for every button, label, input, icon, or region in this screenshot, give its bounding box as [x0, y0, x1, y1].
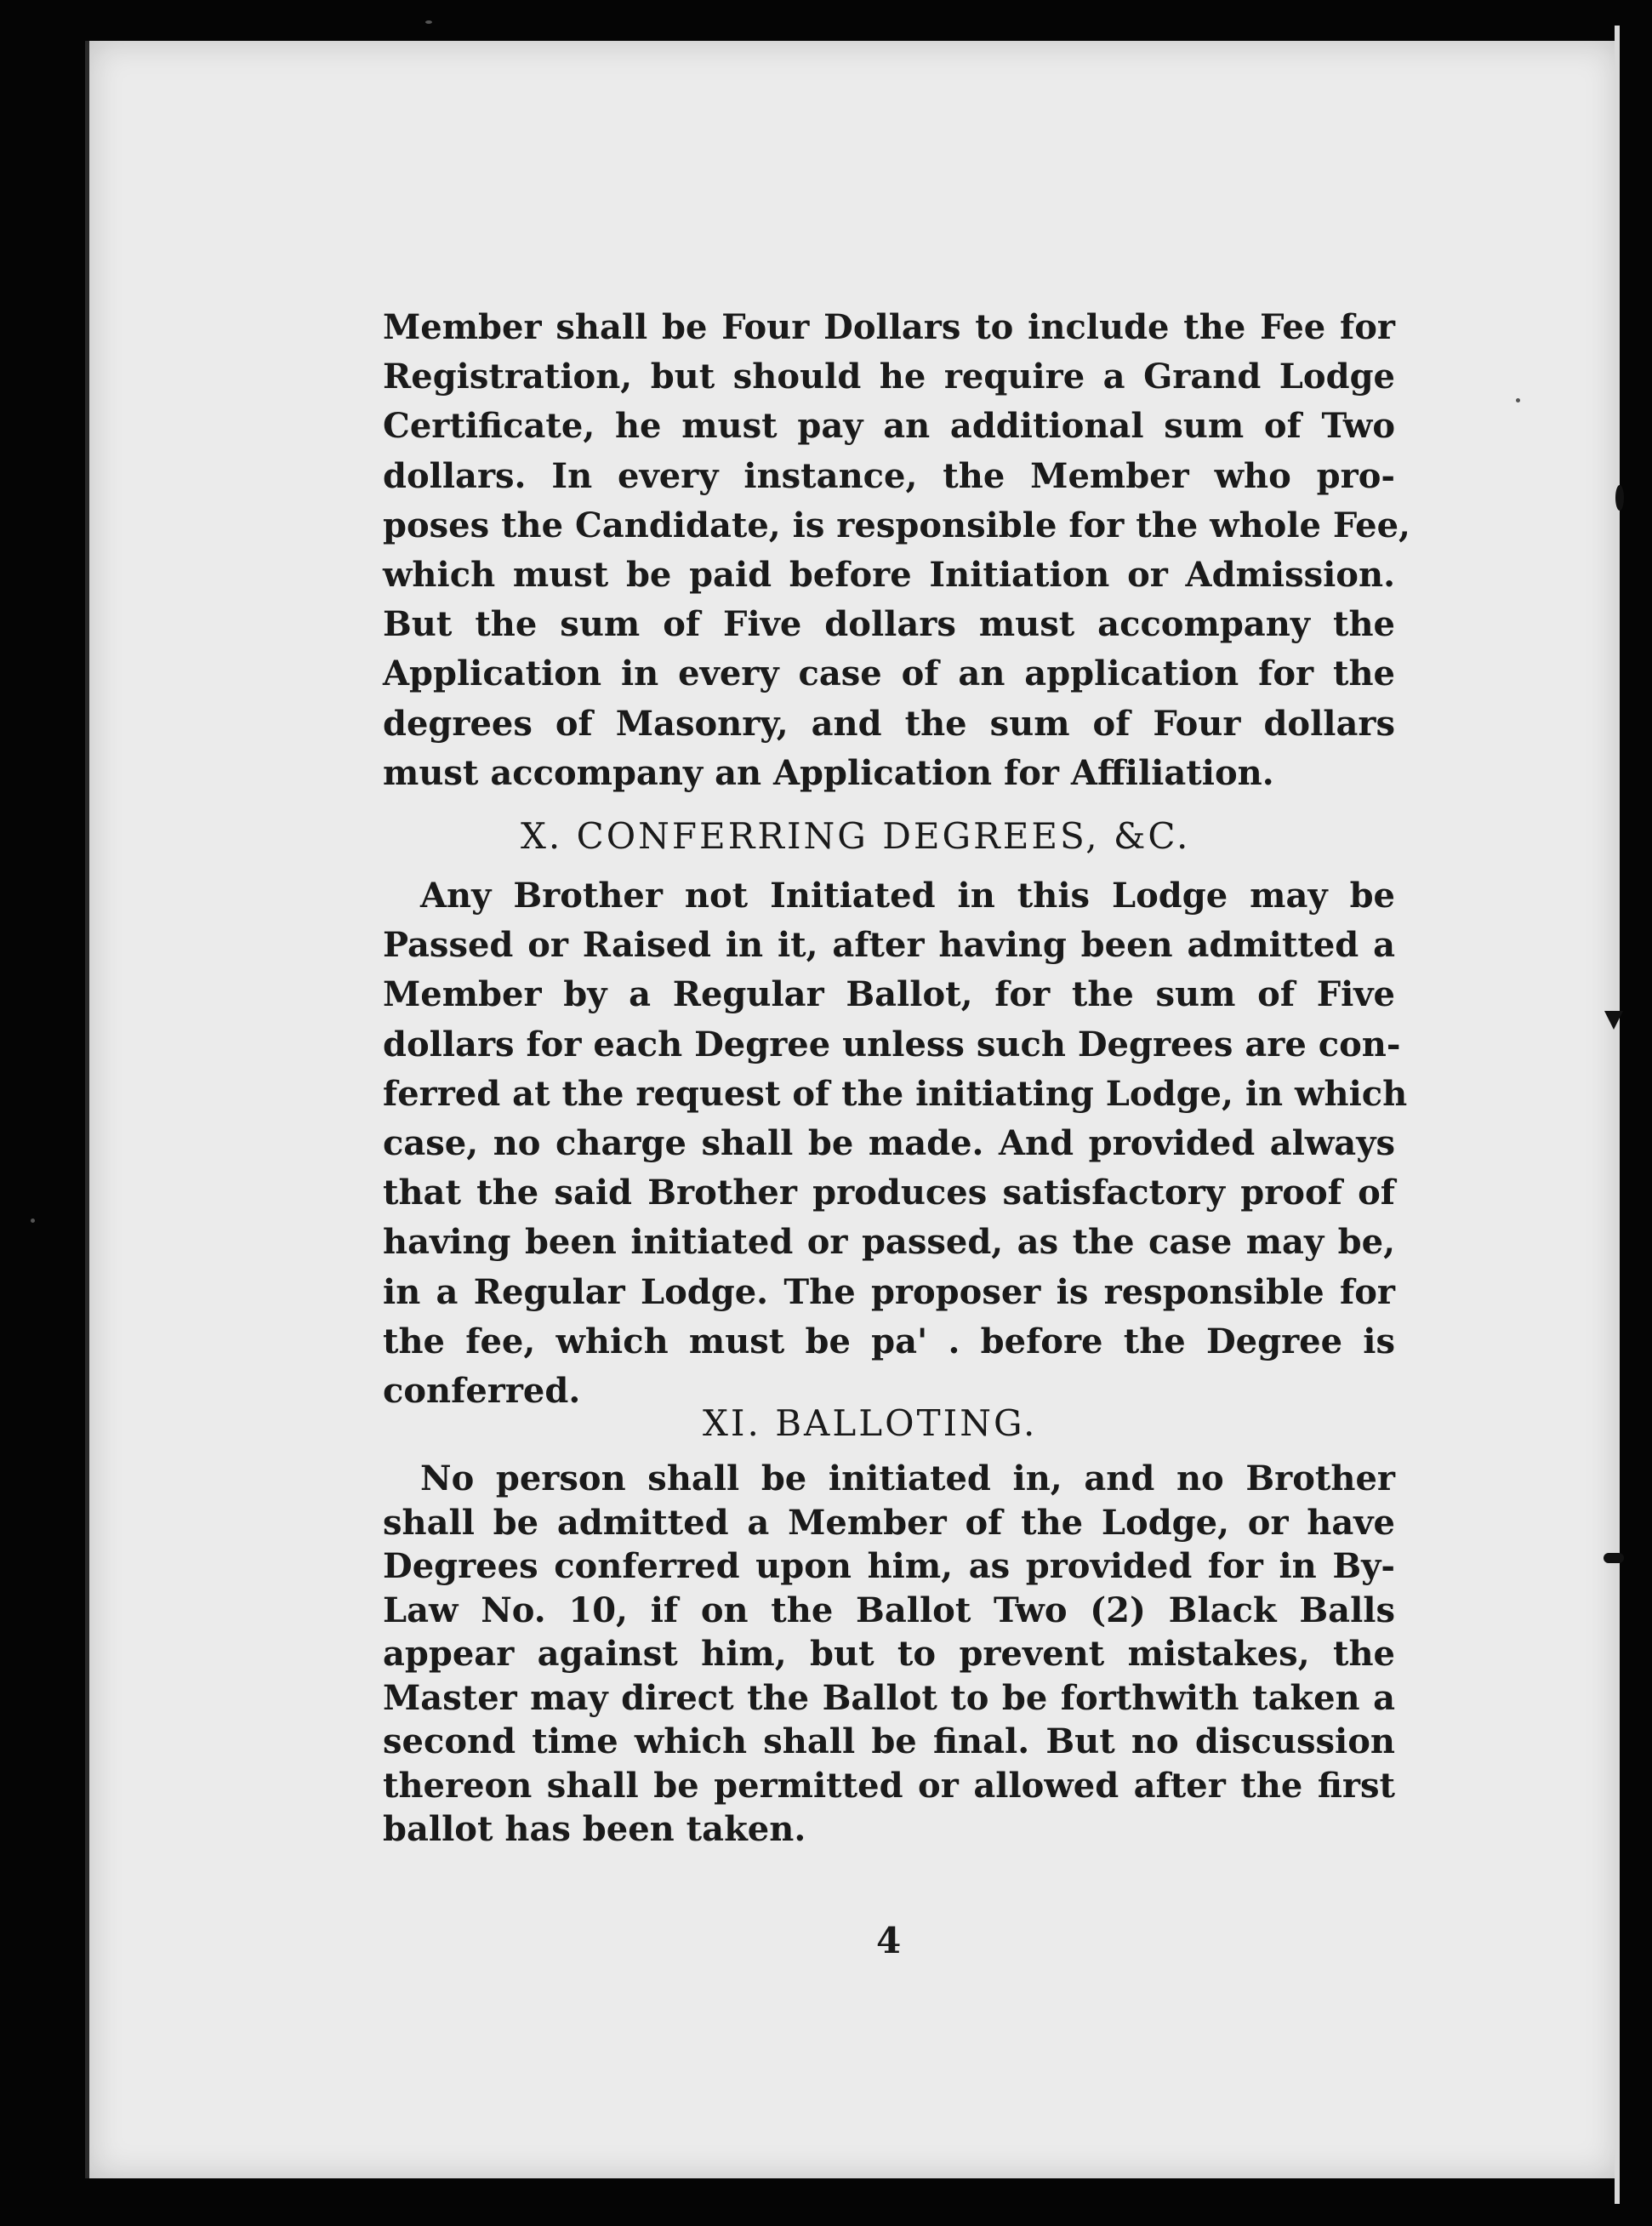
text-line: Law No. 10, if on the Ballot Two (2) Black Balls: [383, 1590, 1395, 1630]
text-line: Member shall be Four Dollars to include the Fee for: [383, 307, 1395, 347]
text-line: ballot has been taken.: [383, 1809, 806, 1849]
text-line: Registration, but should he require a Grand Lodge: [383, 357, 1395, 397]
edge-mark-lower: [1604, 1553, 1624, 1563]
text-line: Certificate, he must pay an additional sum of Two: [383, 406, 1395, 447]
section-x-paragraph: [383, 871, 1408, 1416]
text-line: Master may direct the Ballot to be forthwith taken a: [383, 1677, 1395, 1718]
text-line: second time which shall be final. But no discussion: [383, 1721, 1395, 1761]
text-line: dollars. In every instance, the Member who pro-: [383, 455, 1395, 496]
text-line: shall be admitted a Member of the Lodge, or have: [383, 1502, 1395, 1543]
section-x-heading: X. CONFERRING DEGREES, &C.: [521, 815, 1191, 857]
text-line: which must be paid before Initiation or Admission.: [383, 554, 1395, 595]
scan-speck: [31, 1219, 35, 1223]
text-line: But the sum of Five dollars must accompany the: [383, 604, 1395, 645]
section-xi-heading: XI. BALLOTING.: [703, 1402, 1038, 1444]
page-right-edge: [1615, 26, 1620, 2204]
text-line: Member by a Regular Ballot, for the sum of Five: [383, 974, 1395, 1015]
scan-speck: [1516, 398, 1520, 402]
text-line: degrees of Masonry, and the sum of Four dollars: [383, 703, 1395, 744]
section-xi-paragraph: [383, 1457, 1395, 1852]
text-line: in a Regular Lodge. The proposer is responsible for: [383, 1271, 1395, 1312]
text-line: ferred at the request of the initiating Lodge, in which: [383, 1073, 1408, 1114]
text-line: poses the Candidate, is responsible for the whole Fee,: [383, 505, 1410, 545]
text-line: appear against him, but to prevent mistakes, the: [383, 1634, 1395, 1674]
text-line: the fee, which must be pa' . before the Degree is: [383, 1321, 1395, 1361]
text-line: conferred.: [383, 1370, 581, 1411]
text-line: Passed or Raised in it, after having been admitted a: [383, 925, 1395, 966]
text-line: No person shall be initiated in, and no Brother: [420, 1458, 1395, 1498]
text-line: Application in every case of an application for the: [383, 654, 1395, 694]
text-line: that the said Brother produces satisfactory proof of: [383, 1173, 1395, 1213]
text-line: dollars for each Degree unless such Degrees are con-: [383, 1024, 1401, 1064]
edge-mark-top: [1615, 485, 1624, 511]
text-line: case, no charge shall be made. And provided always: [383, 1122, 1395, 1163]
text-line: Degrees conferred upon him, as provided for in By-: [383, 1546, 1395, 1586]
text-line: having been initiated or passed, as the case may be,: [383, 1222, 1395, 1263]
continuation-paragraph: [383, 303, 1410, 798]
page-number: 4: [876, 1920, 902, 1961]
scan-speck: [425, 20, 432, 24]
text-line: must accompany an Application for Affiliation.: [383, 752, 1274, 793]
text-line: Any Brother not Initiated in this Lodge may be: [420, 876, 1395, 916]
text-line: thereon shall be permitted or allowed after the first: [383, 1765, 1395, 1806]
